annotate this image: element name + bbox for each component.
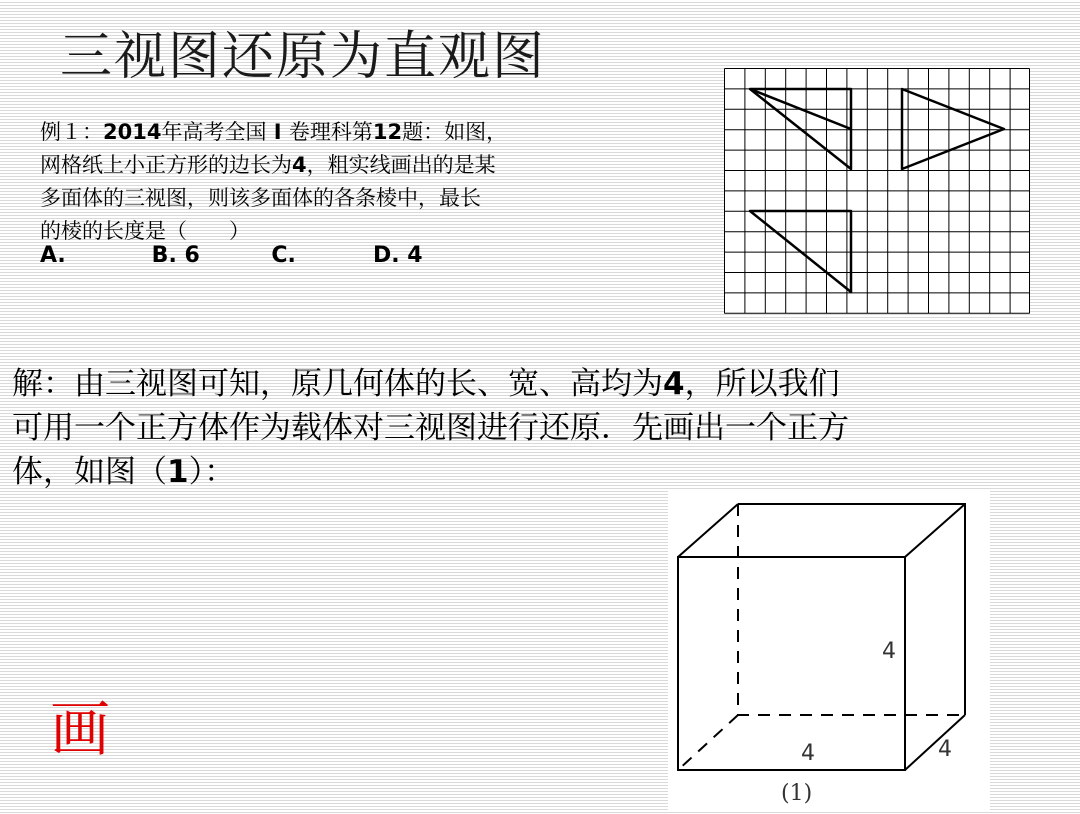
solution-line-3 — [12, 450, 1012, 494]
cube-figure — [668, 490, 990, 810]
figure-number: 1 — [167, 454, 189, 490]
cube-front-face — [678, 557, 905, 770]
question-number: 12 — [372, 120, 403, 144]
three-view-grid-figure — [724, 68, 1030, 314]
problem-line-1 — [40, 116, 660, 149]
choice-a: A. — [40, 243, 66, 268]
exam-text-3: 题：如图， — [402, 120, 508, 144]
exam-year: 2014 — [103, 120, 162, 144]
choice-b: B. 6 — [151, 243, 200, 268]
cube-label-height: 4 — [882, 639, 896, 664]
problem-text-2: ，粗实线画出的是某 — [306, 153, 496, 177]
solution-text-3: 体，如图（ — [12, 454, 167, 490]
slide-title: 三视图还原为直观图 — [60, 27, 547, 87]
grid-side-length: 4 — [292, 153, 307, 177]
solution-line-1 — [12, 362, 1012, 406]
choice-c: C. — [271, 243, 296, 268]
solution-text-3b: ）： — [188, 454, 236, 490]
problem-line-2 — [40, 149, 660, 182]
problem-line-3: 多面体的三视图，则该多面体的各条棱中，最长 — [40, 186, 481, 210]
choice-d: D. 4 — [373, 243, 423, 268]
cube-hidden-edges — [678, 504, 965, 770]
exam-paper-number: I — [266, 120, 289, 144]
side-view-outline — [902, 89, 1004, 169]
problem-statement — [40, 116, 660, 248]
solution-text — [12, 362, 1012, 494]
example-label: 例１： — [40, 120, 103, 144]
exam-text-2: 卷理科第 — [288, 120, 373, 144]
draw-label: 画 — [50, 695, 110, 765]
cube-label-length: 4 — [801, 741, 815, 766]
problem-line-4: 的棱的长度是（ ） — [40, 219, 250, 243]
three-view-drawing — [724, 68, 1030, 314]
answer-choices — [40, 243, 423, 268]
cube-caption: (1) — [781, 781, 813, 806]
problem-text: 网格纸上小正方形的边长为 — [40, 153, 292, 177]
cube-drawing — [668, 490, 990, 810]
solution-dimension: 4 — [663, 366, 685, 402]
solution-text-1b: ，所以我们 — [684, 366, 840, 402]
solution-line-2: 可用一个正方体作为载体对三视图进行还原．先画出一个正方 — [12, 410, 849, 446]
solution-text-1: 解：由三视图可知，原几何体的长、宽、高均为 — [12, 366, 663, 402]
cube-back-visible-edges — [738, 504, 965, 715]
exam-text: 年高考全国 — [161, 120, 267, 144]
cube-label-width: 4 — [938, 737, 952, 762]
